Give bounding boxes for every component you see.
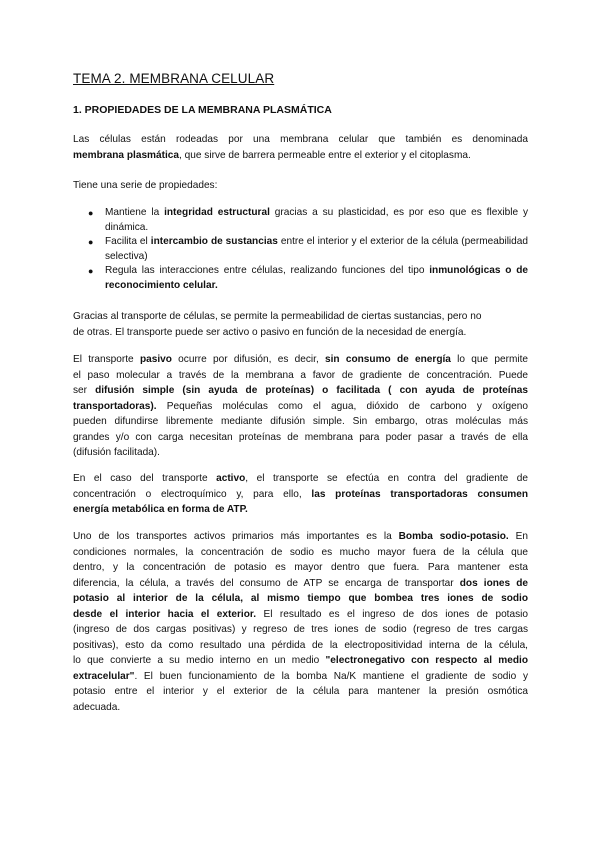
list-item: ● Regula las interacciones entre células, realizando funciones del tipo inmunológicas o de reconocimiento celular. xyxy=(88,265,528,291)
list-item: ● Facilita el intercambio de sustancias entre el interior y el exterior de la célula (permeabilidad selectiva) xyxy=(88,236,529,262)
text-line: El transporte pasivo ocurre por difusión, es decir, sin consumo de energía lo que permite xyxy=(73,354,529,365)
text-line: En el caso del transporte activo, el transporte se efectúa en contra del gradiente de xyxy=(73,473,528,484)
paragraph-intro xyxy=(73,132,528,163)
text-line: positivas), esto da como resultado una pérdida de la electropositividad interna de la célula, xyxy=(73,639,528,651)
text-line: el paso molecular a través de la membrana a favor de gradiente de concentración. Puede xyxy=(73,369,528,381)
text-line: (ingreso de dos cargas positivas) y regreso de tres iones de sodio (regreso de tres cargas xyxy=(73,624,528,635)
text-line: de otras. El transporte puede ser activo o pasivo en función de la necesidad de energía. xyxy=(73,326,467,338)
text-line: dentro, y la concentración de potasio es mayor dentro que fuera. Para mantener esta xyxy=(73,562,528,573)
text-line: energía metabólica en forma de ATP. xyxy=(73,504,248,515)
paragraph-sodium-potassium-pump xyxy=(73,529,528,715)
text-line: Las células están rodeadas por una membrana celular que también es denominada xyxy=(73,134,528,145)
paragraph-transport xyxy=(73,309,528,340)
text-line: diferencia, la célula, a través del consumo de ATP se encarga de transportar dos iones de xyxy=(73,577,528,589)
text-line: grandes y/o con carga necesitan proteínas de membrana para poder pasar a través de ella xyxy=(73,431,528,443)
bullet-icon: ● xyxy=(88,266,94,277)
text-line: extracelular". El buen funcionamiento de la bomba Na/K mantiene el gradiente de sodio y xyxy=(73,670,528,682)
text-line: Gracias al transporte de células, se permite la permeabilidad de ciertas sustancias, pero no xyxy=(73,311,482,322)
properties-list xyxy=(73,206,528,294)
bullet-icon: ● xyxy=(88,208,94,218)
paragraph-properties-intro: Tiene una serie de propiedades: xyxy=(73,180,218,191)
page-title: TEMA 2. MEMBRANA CELULAR xyxy=(73,71,275,86)
text-line: pueden difundirse libremente mediante difusión simple. Sin embargo, otras moléculas más xyxy=(73,416,528,427)
paragraph-passive-transport xyxy=(73,352,528,461)
list-item: ● Mantiene la integridad estructural gracias a su plasticidad, es por eso que es flexible y dinámica. xyxy=(88,207,528,233)
text-line: transportadoras). Pequeñas moléculas como el agua, dióxido de carbono y oxígeno xyxy=(73,400,528,412)
text-line: ser difusión simple (sin ayuda de proteínas) o facilitada ( con ayuda de proteínas xyxy=(73,385,528,396)
text-line: potasio al interior de la célula, al mismo tiempo que bombea tres iones de sodio xyxy=(73,593,528,604)
text-line: adecuada. xyxy=(73,701,121,713)
text-line: concentración o electroquímico y, para ello, las proteínas transportadoras consumen xyxy=(73,488,528,500)
text-line: condiciones normales, la concentración de sodio es mucho mayor fuera de la célula que xyxy=(73,546,528,558)
text-line: (difusión facilitada). xyxy=(73,447,160,458)
text-line: lo que convierte a su medio interno en un medio "electronegativo con respecto al medio xyxy=(73,655,528,666)
bullet-icon: ● xyxy=(88,237,94,248)
text-line: desde el interior hacia el exterior. El resultado es el ingreso de dos iones de potasio xyxy=(73,608,529,620)
section-heading: 1. PROPIEDADES DE LA MEMBRANA PLASMÁTICA xyxy=(73,104,332,116)
text-line: Uno de los transportes activos primarios más importantes es la Bomba sodio-potasio. En xyxy=(73,531,528,542)
paragraph-active-transport xyxy=(73,471,528,518)
text-line: potasio entre el interior y el exterior de la célula para mantener la presión osmótica xyxy=(73,686,528,697)
text-line: membrana plasmática, que sirve de barrera permeable entre el exterior y el citoplasma. xyxy=(73,149,471,161)
